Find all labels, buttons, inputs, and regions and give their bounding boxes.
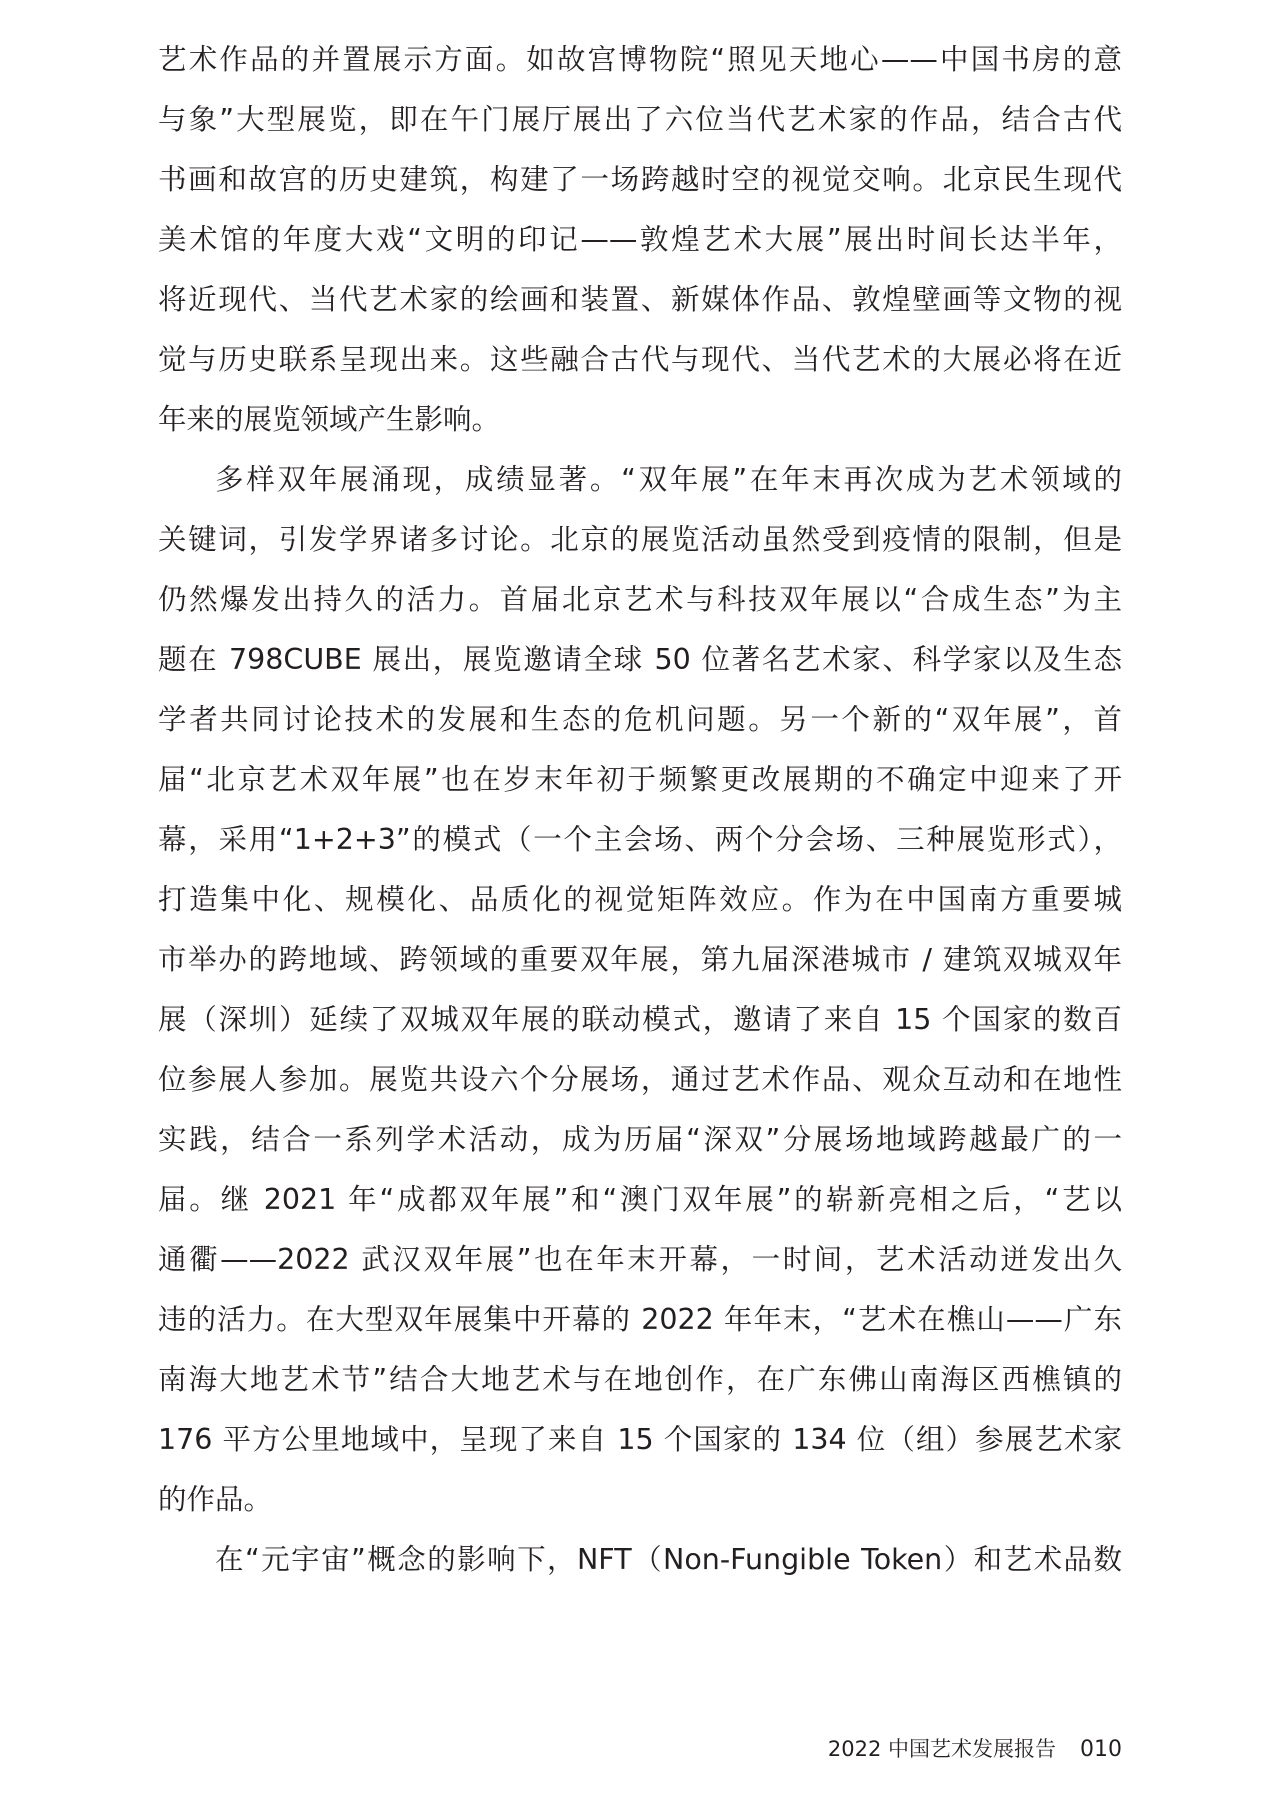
text-line: 题在 798CUBE 展出，展览邀请全球 50 位著名艺术家、科学家以及生态 [158, 643, 1122, 676]
text-line: 年来的展览领域产生影响。 [158, 403, 501, 436]
text-line: 仍然爆发出持久的活力。首届北京艺术与科技双年展以“合成生态”为主 [158, 583, 1122, 616]
text-line: 将近现代、当代艺术家的绘画和装置、新媒体作品、敦煌壁画等文物的视 [158, 283, 1122, 316]
page-body [158, 30, 1122, 1590]
text-line: 通衢——2022 武汉双年展”也在年末开幕，一时间，艺术活动迸发出久 [158, 1243, 1122, 1276]
paragraph-exhibition-juxtaposition [158, 30, 1122, 450]
text-line: 176 平方公里地域中，呈现了来自 15 个国家的 134 位（组）参展艺术家 [158, 1423, 1122, 1456]
page-number: 010 [1080, 1737, 1122, 1762]
text-line: 南海大地艺术节”结合大地艺术与在地创作，在广东佛山南海区西樵镇的 [158, 1363, 1122, 1396]
text-line: 在“元宇宙”概念的影响下，NFT（Non-Fungible Token）和艺术品数 [215, 1543, 1122, 1576]
text-line: 届。继 2021 年“成都双年展”和“澳门双年展”的崭新亮相之后，“艺以 [158, 1183, 1122, 1216]
text-line: 位参展人参加。展览共设六个分展场，通过艺术作品、观众互动和在地性 [158, 1063, 1122, 1096]
text-line: 市举办的跨地域、跨领域的重要双年展，第九届深港城市 / 建筑双城双年 [158, 943, 1122, 976]
text-line: 关键词，引发学界诸多讨论。北京的展览活动虽然受到疫情的限制，但是 [158, 523, 1122, 556]
text-line: 幕，采用“1+2+3”的模式（一个主会场、两个分会场、三种展览形式）， [158, 823, 1122, 856]
text-line: 展（深圳）延续了双城双年展的联动模式，邀请了来自 15 个国家的数百 [158, 1003, 1122, 1036]
page-footer [828, 1733, 1122, 1765]
text-line: 美术馆的年度大戏“文明的印记——敦煌艺术大展”展出时间长达半年， [158, 223, 1122, 256]
text-line: 实践，结合一系列学术活动，成为历届“深双”分展场地域跨越最广的一 [158, 1123, 1122, 1156]
text-line: 艺术作品的并置展示方面。如故宫博物院“照见天地心——中国书房的意 [158, 43, 1122, 76]
paragraph-metaverse-nft [158, 1530, 1122, 1590]
text-line: 多样双年展涌现，成绩显著。“双年展”在年末再次成为艺术领域的 [215, 463, 1122, 496]
text-line: 打造集中化、规模化、品质化的视觉矩阵效应。作为在中国南方重要城 [158, 883, 1122, 916]
text-line: 违的活力。在大型双年展集中开幕的 2022 年年末，“艺术在樵山——广东 [158, 1303, 1122, 1336]
text-line: 届“北京艺术双年展”也在岁末年初于频繁更改展期的不确定中迎来了开 [158, 763, 1122, 796]
text-line: 觉与历史联系呈现出来。这些融合古代与现代、当代艺术的大展必将在近 [158, 343, 1122, 376]
report-title: 2022 中国艺术发展报告 [827, 1737, 1056, 1761]
text-line: 的作品。 [158, 1483, 273, 1516]
paragraph-biennials [158, 450, 1122, 1530]
text-line: 学者共同讨论技术的发展和生态的危机问题。另一个新的“双年展”，首 [158, 703, 1122, 736]
text-line: 书画和故宫的历史建筑，构建了一场跨越时空的视觉交响。北京民生现代 [158, 163, 1122, 196]
text-line: 与象”大型展览，即在午门展厅展出了六位当代艺术家的作品，结合古代 [158, 103, 1122, 136]
